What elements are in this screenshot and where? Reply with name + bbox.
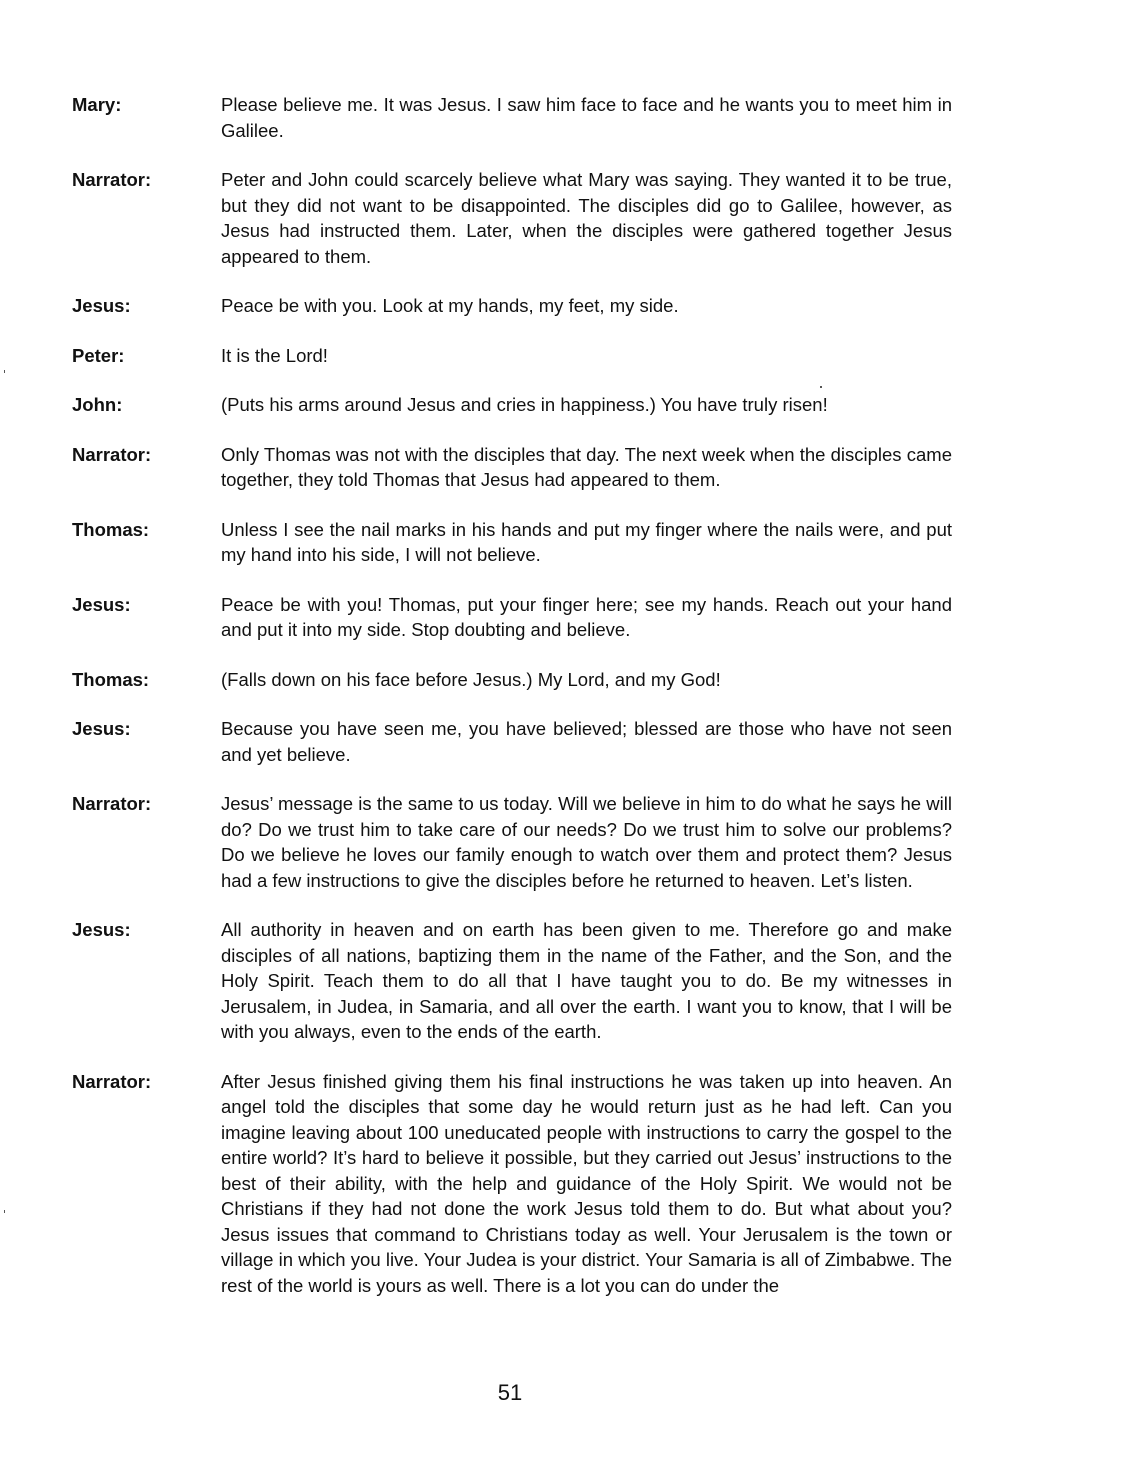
speaker-label: Thomas: <box>72 668 150 690</box>
dialogue-entry <box>72 167 952 269</box>
speaker-label: Jesus: <box>72 593 131 615</box>
dialogue-line: After Jesus finished giving them his final instructions he was taken up into heaven. An angel told the disciples that some day he would return just as he had left. Can you imagine leaving about 100 uneducated people with instructions to carry the gospel to the entire world? It’s hard to believe it possible, but they carried out Jesus’ instructions to the best of their ability, with the help and guidance of the Holy Spirit. We would not be Christians if they had not done the work Jesus told them to do. But what about you? Jesus issues that command to Christians today as well. Your Jerusalem is the town or village in which you live. Your Judea is your district. Your Samaria is all of Zimbabwe. The rest of the world is yours as well. There is a lot you can do under the <box>221 1070 952 1296</box>
dialogue-line: Please believe me. It was Jesus. I saw him face to face and he wants you to meet him in Galilee. <box>221 94 952 141</box>
dialogue-line: Peace be with you! Thomas, put your finger here; see my hands. Reach out your hand and put it into my side. Stop doubting and believe. <box>221 593 952 640</box>
dialogue-entry <box>72 791 952 893</box>
dialogue-entry <box>72 442 952 493</box>
dialogue-line: Peace be with you. Look at my hands, my feet, my side. <box>221 295 679 316</box>
scan-speck <box>4 370 5 373</box>
dialogue-line: Jesus’ message is the same to us today. Will we believe in him to do what he says he will do? Do we trust him to take care of our needs? Do we trust him to solve our problems? Do we believe he loves our family enough to watch over them and protect them? Jesus had a few instructions to give the disciples before he returned to heaven. Let’s listen. <box>221 793 952 891</box>
dialogue-entry <box>72 92 952 143</box>
speaker-label: Jesus: <box>72 919 131 940</box>
speaker-label: Peter: <box>72 344 125 366</box>
speaker-label: Narrator: <box>72 443 152 465</box>
dialogue-entry <box>72 716 952 767</box>
dialogue-entry <box>72 667 952 693</box>
dialogue-line: (Puts his arms around Jesus and cries in happiness.) You have truly risen! <box>221 394 828 415</box>
speaker-label: Thomas: <box>72 518 150 540</box>
dialogue-entry <box>72 392 952 418</box>
dialogue-entry <box>72 293 952 319</box>
dialogue-line: Only Thomas was not with the disciples that day. The next week when the disciples came together, they told Thomas that Jesus had appeared to them. <box>221 443 952 490</box>
speaker-label: Mary: <box>72 94 122 115</box>
speaker-label: Narrator: <box>72 1070 152 1092</box>
dialogue-line: All authority in heaven and on earth has been given to me. Therefore go and make disciples of all nations, baptizing them in the name of the Father, and the Son, and the Holy Spirit. Teach them to do all that I have taught you to do. Be my witnesses in Jerusalem, in Judea, in Samaria, and all over the earth. I want you to know, that I will be with you always, even to the ends of the earth. <box>221 919 952 1042</box>
dialogue-entry <box>72 1069 952 1299</box>
dialogue-entry <box>72 343 952 369</box>
dialogue-entry <box>72 517 952 568</box>
page-number: 51 <box>497 1380 523 1405</box>
dialogue-line: It is the Lord! <box>221 344 328 366</box>
dialogue-line: (Falls down on his face before Jesus.) My Lord, and my God! <box>221 668 721 690</box>
dialogue-line: Unless I see the nail marks in his hands and put my finger where the nails were, and put my hand into his side, I will not believe. <box>221 518 952 565</box>
speaker-label: Jesus: <box>72 295 131 316</box>
scan-speck <box>4 1210 5 1213</box>
dialogue-line: Peter and John could scarcely believe what Mary was saying. They wanted it to be true, but they did not want to be disappointed. The disciples did go to Galilee, however, as Jesus had instructed them. Later, when the disciples were gathered together Jesus appeared to them. <box>221 169 952 267</box>
speaker-label: Narrator: <box>72 169 152 190</box>
speaker-label: Narrator: <box>72 793 152 814</box>
dialogue-script <box>72 92 952 1322</box>
speaker-label: John: <box>72 394 123 415</box>
dialogue-entry <box>72 917 952 1045</box>
speaker-label: Jesus: <box>72 718 131 739</box>
dialogue-line: Because you have seen me, you have believed; blessed are those who have not seen and yet believe. <box>221 718 952 765</box>
dialogue-entry <box>72 592 952 643</box>
scan-speck <box>820 386 822 388</box>
